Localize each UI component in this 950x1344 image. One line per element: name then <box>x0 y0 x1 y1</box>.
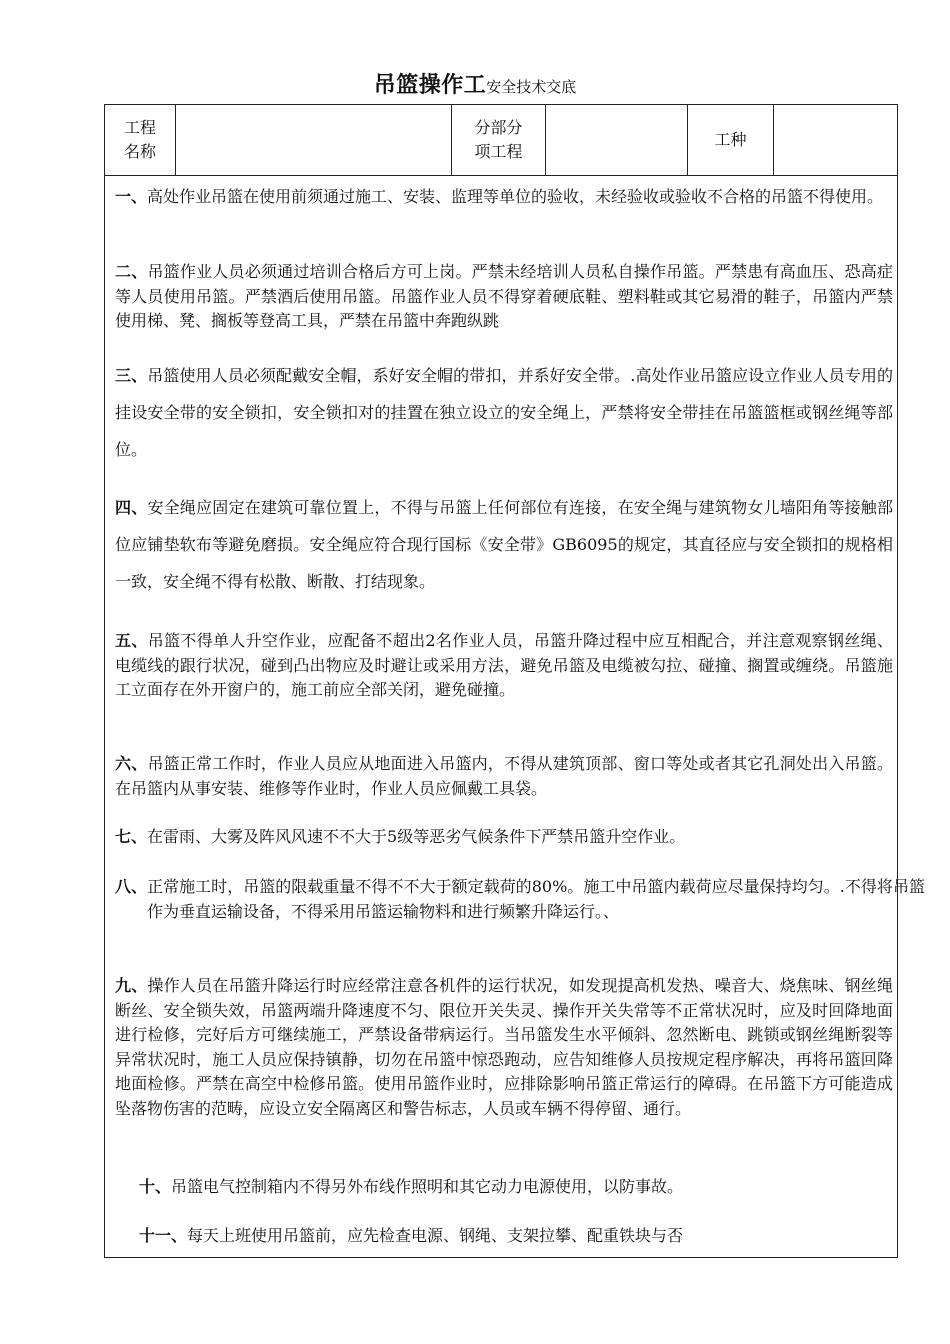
item-number: 十、 <box>139 1177 172 1196</box>
item-text: 吊篮正常工作时，作业人员应从地面进入吊篮内，不得从建筑顶部、窗口等处或者其它孔洞处出入吊篮。在吊篮内从事安装、维修等作业时，作业人员应佩戴工具袋。 <box>115 754 893 798</box>
item-number: 一、 <box>115 187 148 206</box>
sub-project-label <box>451 105 545 175</box>
item-text: 吊篮不得单人升空作业，应配备不超出2名作业人员，吊篮升降过程中应互相配合，并注意观察钢丝绳、电缆线的跟行状况，碰到凸出物应及时避让或采用方法，避免吊篮及电缆被勾拉、碰撞、搁置或缠绕。吊篮施工立面存在外开窗户的，施工前应全部关闭，避免碰撞。 <box>115 631 893 699</box>
item-5 <box>115 629 893 703</box>
item-7 <box>115 825 893 850</box>
disclosure-table <box>104 104 925 1258</box>
trade-label: 工种 <box>687 105 773 175</box>
item-text: 每天上班使用吊篮前，应先检查电源、钢绳、支架拉攀、配重铁块与否 <box>187 1226 684 1245</box>
project-label-line1: 工程 <box>123 118 156 137</box>
item-number: 二、 <box>115 262 148 281</box>
sub-project-value[interactable] <box>545 105 687 175</box>
item-4 <box>115 489 893 600</box>
project-name-label <box>105 105 175 175</box>
item-text: 在雷雨、大雾及阵风风速不不大于5级等恶劣气候条件下严禁吊篮升空作业。 <box>147 827 686 846</box>
item-9 <box>115 974 893 1121</box>
item-number: 九、 <box>115 976 148 995</box>
item-number: 八、 <box>115 877 148 896</box>
item-8 <box>115 875 925 924</box>
item-text: 吊篮使用人员必须配戴安全帽，系好安全帽的带扣，并系好安全带。.高处作业吊篮应设立作业人员专用的挂设安全带的安全锁扣，安全锁扣对的挂置在独立设立的安全绳上，严禁将安全带挂在吊篮篮框或钢丝绳等部位。 <box>115 366 893 459</box>
item-6 <box>115 752 893 801</box>
header-row <box>105 105 897 176</box>
project-label-line2: 名称 <box>123 142 156 161</box>
sub-label-line1: 分部分 <box>474 118 523 137</box>
item-text: 吊篮电气控制箱内不得另外布线作照明和其它动力电源使用，以防事故。 <box>171 1177 684 1196</box>
item-number: 十一、 <box>139 1226 188 1245</box>
item-text: 高处作业吊篮在使用前须通过施工、安装、监理等单位的验收，未经验收或验收不合格的吊篮不得使用。 <box>147 187 884 206</box>
item-text: 操作人员在吊篮升降运行时应经常注意各机件的运行状况，如发现提高机发热、噪音大、烧焦味、钢丝绳断丝、安全锁失效，吊篮两端升降速度不匀、限位开关失灵、操作开关失常等不正常状况时，应及时回降地面进行检修，完好后方可继续施工，严禁设备带病运行。当吊篮发生水平倾斜、忽然断电、跳锁或钢丝绳断裂等异常状况时，施工人员应保持镇静，切勿在吊篮中惊恐跑动，应告知维修人员按规定程序解决，再将吊篮回降地面检修。严禁在高空中检修吊篮。使用吊篮作业时，应排除影响吊篮正常运行的障碍。在吊篮下方可能造成坠落物伤害的范畴，应设立安全隔离区和警告标志，人员或车辆不得停留、通行。 <box>115 976 893 1118</box>
item-number: 三、 <box>115 366 148 385</box>
title-main: 吊篮操作工 <box>373 73 487 98</box>
item-1 <box>115 185 893 210</box>
item-text: 吊篮作业人员必须通过培训合格后方可上岗。严禁未经培训人员私自操作吊篮。严禁患有高血压、恐高症等人员使用吊篮。严禁酒后使用吊篮。吊篮作业人员不得穿着硬底鞋、塑料鞋或其它易滑的鞋子，吊篮内严禁使用梯、凳、搁板等登高工具，严禁在吊篮中奔跑纵跳 <box>115 262 893 330</box>
item-number: 五、 <box>115 631 148 650</box>
item-10 <box>115 1175 893 1200</box>
document-title <box>0 68 950 99</box>
item-number: 四、 <box>115 498 148 517</box>
item-text: 安全绳应固定在建筑可靠位置上，不得与吊篮上任何部位有连接，在安全绳与建筑物女儿墙阳角等接触部位应铺垫软布等避免磨损。安全绳应符合现行国标《安全带》GB6095的规定，其直径应与安全锁扣的规格相一致，安全绳不得有松散、断散、打结现象。 <box>115 498 893 591</box>
item-11 <box>115 1224 893 1249</box>
project-name-value[interactable] <box>175 105 451 175</box>
sub-label-line2: 项工程 <box>474 142 523 161</box>
item-number: 七、 <box>115 827 148 846</box>
item-3 <box>115 357 893 468</box>
item-text: 正常施工时，吊篮的限载重量不得不不大于额定载荷的80%。施工中吊篮内载荷应尽量保持均匀。.不得将吊篮作为垂直运输设备，不得采用吊篮运输物料和进行频繁升降运行。、 <box>147 877 925 921</box>
trade-value[interactable] <box>773 105 897 175</box>
title-sub: 安全技术交底 <box>486 78 577 96</box>
item-number: 六、 <box>115 754 148 773</box>
item-2 <box>115 260 893 334</box>
